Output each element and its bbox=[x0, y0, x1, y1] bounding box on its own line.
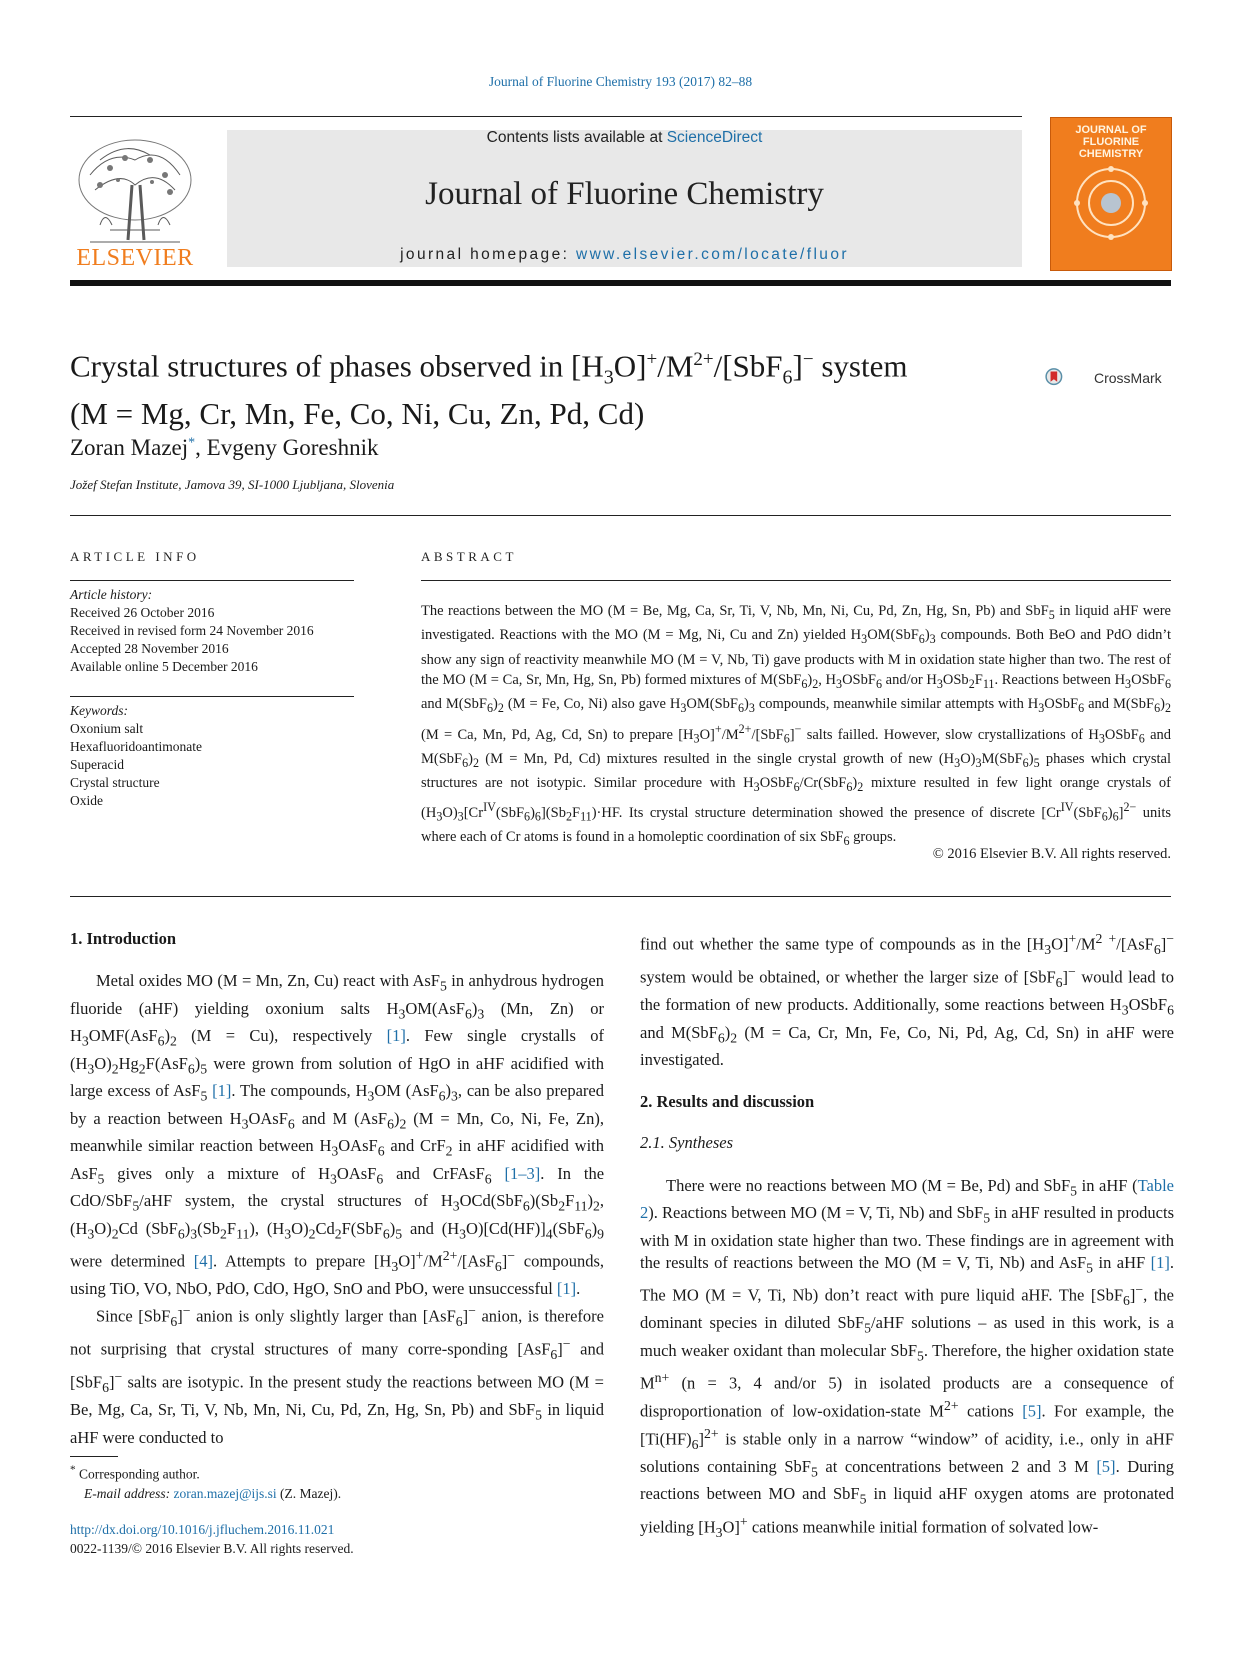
footnote-rule bbox=[70, 1456, 118, 1457]
article-history bbox=[70, 586, 360, 676]
paragraph: Since [SbF$_6$]− anion is only slightly larger than [AsF$_6$]− anion, is therefore not surprising that crystal structures of many corre-sponding [AsF$_6$]− and [SbF$_6$]− salts are isotypic. In the present study the reactions between MO (M = Be, Mg, Ca, Sr, Ti, V, Nb, Mn, Ni, Cu, Pd, Zn, Hg, Sn, Pb) and SbF$_5$ in liquid aHF were conducted to bbox=[70, 1303, 604, 1447]
header-bottom-rule bbox=[70, 280, 1171, 286]
revised-date: Received in revised form 24 November 2016 bbox=[70, 623, 314, 638]
table-link[interactable]: Table 2 bbox=[640, 1175, 1174, 1223]
corresponding-note: Corresponding author. bbox=[79, 1466, 200, 1482]
paragraph: There were no reactions between MO (M = Be, Pd) and SbF$_5$ in aHF (Table 2). Reactions between MO (M = V, Ti, Nb) and SbF$_5$ in aHF resulted in products with M in oxidation state higher than two. These findings are in agreement with the results of reactions between the MO (M = V, Ti, Nb) and AsF$_5$ in aHF [1]. The MO (M = V, Ti, Nb) don’t react with pure liquid aHF. The [SbF$_6$]−, the dominant species in diluted SbF$_5$/aHF solutions – as used in this work, is a much weaker oxidant than molecular SbF$_5$. Therefore, the higher oxidation state $M^{n+}$ (n = 3, 4 and/or 5) in isolated products are a consequence of disproportionation of low-oxidation-state $M^{2+}$ cations [5]. For example, the $[Ti(HF)_6]^{2+}$ is stable only in a narrow “window” of acidity, i.e., only in aHF solutions containing SbF$_5$ at concentrations between 2 and 3 M [5]. During reactions between MO and SbF$_5$ in liquid aHF oxygen atoms are protonated yielding $[H_3O]^+$ cations meanwhile initial formation of solvated low- bbox=[640, 1175, 1175, 1540]
issn-line: 0022-1139/© 2016 Elsevier B.V. All rights reserved. bbox=[70, 1541, 354, 1556]
crossmark-label[interactable]: CrossMark bbox=[1094, 370, 1162, 386]
divider bbox=[421, 580, 1171, 581]
author-name: , Evgeny Goreshnik bbox=[195, 435, 379, 460]
homepage-link[interactable]: www.elsevier.com/locate/fluor bbox=[576, 246, 849, 263]
online-date: Available online 5 December 2016 bbox=[70, 659, 258, 674]
email-label: E-mail address: bbox=[84, 1485, 171, 1501]
received-date: Received 26 October 2016 bbox=[70, 605, 215, 620]
homepage-prefix: journal homepage: bbox=[400, 246, 576, 263]
article-info-heading: ARTICLE INFO bbox=[70, 549, 200, 564]
citation-link[interactable]: [5] bbox=[1022, 1401, 1042, 1421]
keywords bbox=[70, 702, 360, 810]
citation-link[interactable]: [1] bbox=[1150, 1252, 1170, 1272]
doi-link[interactable]: http://dx.doi.org/10.1016/j.jfluchem.2016.11.021 bbox=[70, 1522, 335, 1537]
atom-icon bbox=[1066, 158, 1156, 248]
paragraph: Metal oxides MO (M = Mn, Zn, Cu) react with AsF$_5$ in anhydrous hydrogen fluoride (aHF) yielding oxonium salts $H_3OM(AsF_6)_3$ (Mn, Zn) or $H_3OMF(AsF_6)_2$ (M = Cu), respectively [1]. Few single crystalls of $(H_3O)_2Hg_2F(AsF_6)_5$ were grown from solution of HgO in aHF acidified with large excess of AsF$_5$ [1]. The compounds, $H_3OM$ $(AsF_6)_3$, can be also prepared by a reaction between $H_3OAsF_6$ and M $(AsF_6)_2$ (M = Mn, Co, Ni, Fe, Zn), meanwhile similar reaction between $H_3OAsF_6$ and CrF$_2$ in aHF acidified with AsF$_5$ gives only a mixture of $H_3OAsF_6$ and CrFAsF$_6$ [1–3]. In the CdO/SbF$_5$/aHF system, the crystal structures of $H_3OCd(SbF_6)(Sb_2F_{11})_2$, $(H_3O)_2Cd$ $(SbF_6)_3(Sb_2F_{11})$, $(H_3O)_2Cd_2F(SbF_6)_5$ and $(H_3O)[Cd(HF)]_4(SbF_6)_9$ were determined [4]. Attempts to prepare $[H_3O]^+/M^{2+}/[AsF_6]^-$ compounds, using TiO, VO, NbO, PdO, CdO, HgO, SnO and PbO, were unsuccessful [1]. bbox=[70, 971, 605, 1299]
section-heading: 1. Introduction bbox=[70, 929, 177, 948]
divider bbox=[70, 696, 354, 697]
homepage-line bbox=[227, 246, 1022, 264]
affiliation: Jožef Stefan Institute, Jamova 39, SI-1000 Ljubljana, Slovenia bbox=[70, 477, 395, 492]
crossmark-icon[interactable] bbox=[1045, 352, 1093, 402]
history-label: Article history: bbox=[70, 587, 153, 602]
body-column-right bbox=[640, 928, 1174, 1544]
citation-link[interactable]: [5] bbox=[1096, 1456, 1116, 1476]
title-part: Crystal structures of phases observed in [H bbox=[70, 348, 604, 384]
citation-link[interactable]: [1] bbox=[556, 1279, 577, 1299]
authors bbox=[70, 435, 378, 461]
paper-title: Crystal structures of phases observed in $[H_3O]^+/M^{2+}/[SbF_6]^-$ system (M = Mg, Cr, Mn, Fe, Co, Ni, Cu, Zn, Pd, Cd) bbox=[70, 348, 908, 431]
contents-prefix: Contents lists available at bbox=[486, 129, 667, 146]
body-column-left bbox=[70, 928, 604, 1449]
divider bbox=[70, 580, 354, 581]
abstract-copyright: © 2016 Elsevier B.V. All rights reserved. bbox=[932, 846, 1171, 862]
contents-line bbox=[227, 129, 1022, 147]
email-suffix: (Z. Mazej). bbox=[276, 1485, 342, 1501]
paragraph: find out whether the same type of compounds as in the $[H_3O]^+/M^2$ +/[AsF$_6$]− system would be obtained, or whether the larger size of [SbF$_6$]− would lead to the formation of new products. Additionally, some reactions between $H_3OSbF_6$ and $M(SbF_6)_2$ (M = Ca, Cr, Mn, Fe, Co, Ni, Pd, Ag, Cd, Sn) in aHF were investigated. bbox=[640, 931, 1175, 1069]
keywords-label: Keywords: bbox=[70, 703, 128, 718]
abstract-heading: ABSTRACT bbox=[421, 549, 517, 564]
journal-name: Journal of Fluorine Chemistry bbox=[425, 176, 824, 212]
title-part: system bbox=[813, 348, 908, 384]
divider bbox=[70, 896, 1171, 897]
keyword: Crystal structure bbox=[70, 775, 160, 790]
abstract-text: The reactions between the MO (M = Be, Mg, Ca, Sr, Ti, V, Nb, Mn, Ni, Cu, Pd, Zn, Hg, Sn, Pb) and SbF$_5$ in liquid aHF were investigated. Reactions with the MO (M = Mg, Ni, Cu and Zn) yielded $H_3OM(SbF_6)_3$ compounds. Both BeO and PdO didn’t show any sign of reactivity meanwhile MO (M = V, Nb, Ti) gave products with M in oxidation state higher than two. The rest of the MO (M = Ca, Sr, Mn, Hg, Sn, Pb) formed mixtures of $M(SbF_6)_2$, $H_3OSbF_6$ and/or $H_3OSb_2F_{11}$. Reactions between $H_3OSbF_6$ and $M(SbF_6)_2$ (M = Fe, Co, Ni) also gave $H_3OM(SbF_6)_3$ compounds, meanwhile similar attempts with $H_3OSbF_6$ and $M(SbF_6)_2$ (M = Ca, Mn, Pd, Ag, Cd, Sn) to prepare $[H_3O]^+/M^{2+}/[SbF_6]^-$ salts failled. However, slow crystallizations of $H_3OSbF_6$ and $M(SbF_6)_2$ (M = Mn, Pd, Cd) mixtures resulted in the single crystal growth of new $(H_3O)_3M(SbF_6)_5$ phases which crystal structures are not isotypic. Similar procedure with $H_3OSbF_6/Cr(SbF_6)_2$ mixture resulted in few light orange crystals of $(H_3O)_3[Cr^{IV}(SbF_6)_6](Sb_2F_{11})\cdot HF$. Its crystal structure determination showed the presence of discrete $[Cr^{IV}(SbF_6)_6]^{2-}$ units where each of Cr atoms is found in a homoleptic coordination of six SbF$_6$ groups. bbox=[421, 603, 1172, 849]
elsevier-wordmark: ELSEVIER bbox=[76, 245, 194, 271]
keyword: Hexafluoridoantimonate bbox=[70, 739, 202, 754]
section-heading: 2. Results and discussion bbox=[640, 1092, 815, 1112]
citation-link[interactable]: [4] bbox=[193, 1251, 213, 1271]
author-name: Zoran Mazej bbox=[70, 435, 189, 460]
email-link[interactable]: zoran.mazej@ijs.si bbox=[173, 1485, 277, 1501]
corresponding-marker[interactable]: * bbox=[188, 435, 196, 451]
journal-cover[interactable] bbox=[1050, 117, 1172, 271]
citation-link[interactable]: [1] bbox=[212, 1081, 232, 1101]
header-top-rule bbox=[70, 116, 1022, 117]
keyword: Oxide bbox=[70, 793, 103, 808]
journal-reference[interactable]: Journal of Fluorine Chemistry 193 (2017) 82–88 bbox=[488, 74, 753, 89]
divider bbox=[70, 515, 1171, 516]
keyword: Oxonium salt bbox=[70, 721, 144, 736]
keyword: Superacid bbox=[70, 757, 124, 772]
citation-link[interactable]: [1] bbox=[386, 1026, 406, 1046]
title-line-2: (M = Mg, Cr, Mn, Fe, Co, Ni, Cu, Zn, Pd, Cd) bbox=[70, 395, 645, 431]
footnote-marker: * bbox=[70, 1464, 76, 1476]
footnote bbox=[70, 1461, 341, 1503]
subsection-heading: 2.1. Syntheses bbox=[640, 1133, 734, 1153]
accepted-date: Accepted 28 November 2016 bbox=[70, 641, 229, 656]
cover-title: JOURNAL OF FLUORINE CHEMISTRY bbox=[1075, 124, 1147, 160]
sciencedirect-link[interactable]: ScienceDirect bbox=[666, 129, 763, 146]
citation-link[interactable]: [1–3] bbox=[504, 1163, 541, 1183]
